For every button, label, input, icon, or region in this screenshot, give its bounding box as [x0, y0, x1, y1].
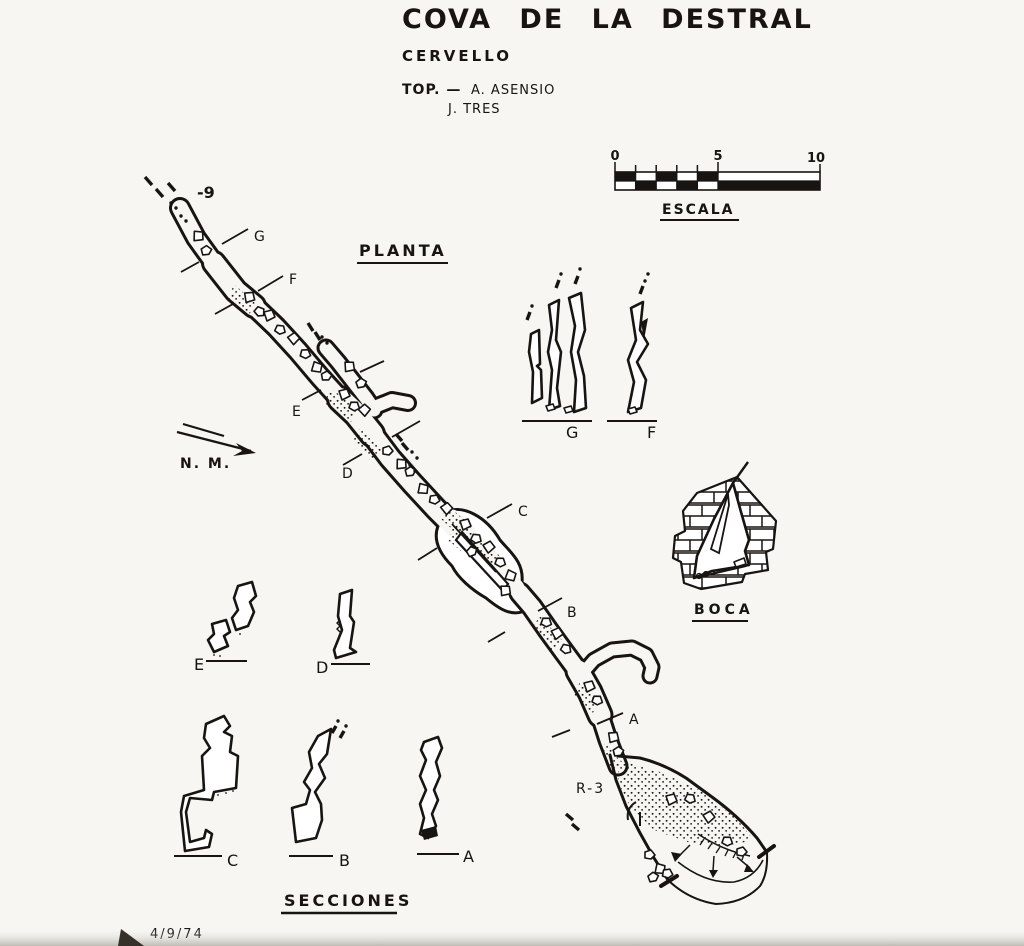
north-arrow — [177, 424, 256, 472]
plan-marker-C: C — [518, 504, 528, 520]
plan-marker-F: F — [289, 272, 298, 288]
north-arrow-head — [233, 443, 256, 456]
section-label-E: E — [194, 655, 205, 674]
plan-marker-G: G — [254, 229, 265, 245]
plan-marker-E: E — [292, 404, 301, 420]
section-F — [607, 272, 657, 442]
scale-bar-graphic — [615, 162, 820, 190]
section-label-C: C — [227, 851, 239, 870]
boca-label: BOCA — [694, 602, 754, 618]
floor-sediment-patches — [228, 284, 622, 772]
scale-bar — [610, 149, 825, 220]
entrance-chamber — [610, 755, 774, 904]
topo-prefix: TOP. — — [402, 82, 462, 98]
section-C — [174, 716, 238, 870]
section-A — [417, 737, 474, 866]
r3-label: R-3 — [576, 781, 606, 797]
map-subtitle: CERVELLO — [402, 47, 512, 65]
boca-drawing — [673, 462, 776, 621]
title-block — [402, 4, 813, 117]
plan-label: PLANTA — [359, 241, 447, 260]
topographer-1: A. ASENSIO — [471, 83, 556, 98]
section-label-D: D — [316, 658, 329, 677]
entrance-slope-outline — [670, 853, 767, 904]
map-title: COVA DE LA DESTRAL — [402, 4, 813, 35]
section-B — [289, 719, 350, 870]
sections-label: SECCIONES — [284, 891, 413, 910]
section-label-G: G — [566, 423, 579, 442]
scale-label: ESCALA — [662, 202, 735, 218]
section-label-B: B — [339, 851, 350, 870]
section-label-A: A — [463, 847, 474, 866]
scan-shadow — [0, 928, 1024, 946]
section-G — [522, 267, 592, 442]
cross-sections — [174, 267, 657, 870]
scale-tick-0: 0 — [610, 149, 620, 164]
plan-marker-A: A — [629, 712, 639, 728]
section-label-F: F — [647, 423, 657, 442]
section-D — [316, 590, 370, 677]
depth-label: -9 — [197, 183, 215, 202]
plan-marker-D: D — [342, 466, 353, 482]
topographer-2: J. TRES — [448, 102, 501, 117]
scale-tick-5: 5 — [713, 149, 723, 164]
section-E — [194, 582, 256, 674]
scale-tick-10: 10 — [806, 151, 826, 166]
main-gallery — [180, 208, 652, 766]
plan-marker-B: B — [567, 605, 577, 621]
north-label: N. M. — [180, 456, 232, 472]
